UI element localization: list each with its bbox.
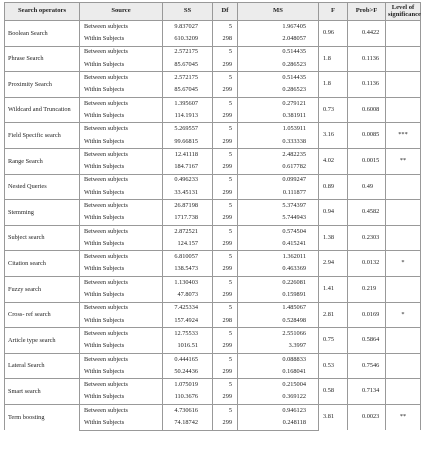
search-operator-cell: Cross- ref search (5, 302, 80, 328)
table-row-between (5, 97, 421, 110)
df-cell: 5 (213, 302, 238, 315)
ms-cell: 2.482235 (238, 148, 319, 161)
source-cell: Between subjects (80, 404, 163, 417)
f-cell: 0.53 (319, 353, 348, 379)
table-row-between (5, 46, 421, 59)
source-cell: Within Subjects (80, 59, 163, 72)
significance-cell: ** (386, 404, 421, 430)
table-row-between (5, 21, 421, 34)
table-row-between (5, 302, 421, 315)
source-cell: Within Subjects (80, 340, 163, 353)
source-cell: Between subjects (80, 174, 163, 187)
source-cell: Within Subjects (80, 366, 163, 379)
f-cell: 1.8 (319, 46, 348, 72)
df-cell: 299 (213, 161, 238, 174)
df-cell: 5 (213, 46, 238, 59)
header-f: F (319, 3, 348, 21)
df-cell: 5 (213, 72, 238, 85)
source-cell: Between subjects (80, 46, 163, 59)
ms-cell: 0.248118 (238, 417, 319, 430)
ms-cell: 1.967405 (238, 21, 319, 34)
table-row-between (5, 200, 421, 213)
significance-cell: * (386, 251, 421, 277)
ss-cell: 0.496233 (163, 174, 213, 187)
table-row-between (5, 174, 421, 187)
search-operator-cell: Subject search (5, 225, 80, 251)
prob-f-cell: 0.0169 (348, 302, 386, 328)
ms-cell: 0.946123 (238, 404, 319, 417)
ms-cell: 0.286523 (238, 59, 319, 72)
df-cell: 5 (213, 123, 238, 136)
ms-cell: 3.3997 (238, 340, 319, 353)
f-cell: 3.81 (319, 404, 348, 430)
search-operator-cell: Term boosting (5, 404, 80, 430)
source-cell: Within Subjects (80, 264, 163, 277)
header-search-operators: Search operators (5, 3, 80, 21)
df-cell: 299 (213, 264, 238, 277)
df-cell: 299 (213, 187, 238, 200)
ss-cell: 1717.738 (163, 212, 213, 225)
source-cell: Between subjects (80, 148, 163, 161)
f-cell: 0.89 (319, 174, 348, 200)
prob-f-cell: 0.6008 (348, 97, 386, 123)
ms-cell: 0.226081 (238, 276, 319, 289)
search-operator-cell: Nested Queries (5, 174, 80, 200)
f-cell: 1.41 (319, 276, 348, 302)
search-operator-cell: Citation search (5, 251, 80, 277)
df-cell: 299 (213, 392, 238, 405)
prob-f-cell: 0.4582 (348, 200, 386, 226)
ss-cell: 2.572175 (163, 72, 213, 85)
source-cell: Between subjects (80, 302, 163, 315)
f-cell: 4.02 (319, 148, 348, 174)
ss-cell: 1.130403 (163, 276, 213, 289)
table-row-between (5, 328, 421, 341)
search-operator-cell: Smart search (5, 379, 80, 405)
significance-cell (386, 200, 421, 226)
ms-cell: 5.374397 (238, 200, 319, 213)
df-cell: 299 (213, 417, 238, 430)
header-ms: MS (238, 3, 319, 21)
ss-cell: 184.7167 (163, 161, 213, 174)
ms-cell: 0.415241 (238, 238, 319, 251)
significance-cell: * (386, 302, 421, 328)
significance-cell (386, 72, 421, 98)
ms-cell: 0.286523 (238, 84, 319, 97)
prob-f-cell: 0.7546 (348, 353, 386, 379)
df-cell: 298 (213, 33, 238, 46)
search-operator-cell: Proximity Search (5, 72, 80, 98)
source-cell: Within Subjects (80, 187, 163, 200)
ms-cell: 0.215004 (238, 379, 319, 392)
ms-cell: 2.551066 (238, 328, 319, 341)
ms-cell: 0.617782 (238, 161, 319, 174)
significance-cell (386, 46, 421, 72)
source-cell: Within Subjects (80, 392, 163, 405)
ms-cell: 0.159891 (238, 289, 319, 302)
source-cell: Between subjects (80, 21, 163, 34)
search-operator-cell: Stemming (5, 200, 80, 226)
header-df: Df (213, 3, 238, 21)
df-cell: 5 (213, 353, 238, 366)
search-operator-cell: Fuzzy search (5, 276, 80, 302)
significance-cell (386, 225, 421, 251)
prob-f-cell: 0.2303 (348, 225, 386, 251)
df-cell: 299 (213, 366, 238, 379)
df-cell: 5 (213, 276, 238, 289)
df-cell: 299 (213, 289, 238, 302)
ms-cell: 0.333338 (238, 136, 319, 149)
table-row-between (5, 225, 421, 238)
ms-cell: 0.514435 (238, 72, 319, 85)
df-cell: 299 (213, 59, 238, 72)
ss-cell: 1.395607 (163, 97, 213, 110)
df-cell: 5 (213, 148, 238, 161)
source-cell: Within Subjects (80, 315, 163, 328)
ss-cell: 1.075019 (163, 379, 213, 392)
ms-cell: 0.111877 (238, 187, 319, 200)
ss-cell: 50.24436 (163, 366, 213, 379)
search-operator-cell: Boolean Search (5, 21, 80, 47)
source-cell: Between subjects (80, 379, 163, 392)
f-cell: 2.81 (319, 302, 348, 328)
significance-cell (386, 21, 421, 47)
header-level-of-significance: Level of significance (386, 3, 421, 21)
ss-cell: 7.425334 (163, 302, 213, 315)
df-cell: 299 (213, 238, 238, 251)
source-cell: Within Subjects (80, 212, 163, 225)
f-cell: 0.94 (319, 200, 348, 226)
significance-cell (386, 379, 421, 405)
source-cell: Between subjects (80, 353, 163, 366)
ms-cell: 0.279121 (238, 97, 319, 110)
significance-cell (386, 353, 421, 379)
source-cell: Between subjects (80, 225, 163, 238)
df-cell: 5 (213, 200, 238, 213)
ms-cell: 0.088833 (238, 353, 319, 366)
ms-cell: 1.053911 (238, 123, 319, 136)
significance-cell (386, 97, 421, 123)
ms-cell: 1.362011 (238, 251, 319, 264)
ss-cell: 2.572175 (163, 46, 213, 59)
ss-cell: 138.5473 (163, 264, 213, 277)
ss-cell: 47.8073 (163, 289, 213, 302)
ms-cell: 2.048057 (238, 33, 319, 46)
prob-f-cell: 0.0015 (348, 148, 386, 174)
df-cell: 5 (213, 225, 238, 238)
prob-f-cell: 0.0023 (348, 404, 386, 430)
ss-cell: 74.18742 (163, 417, 213, 430)
ss-cell: 157.4924 (163, 315, 213, 328)
ms-cell: 0.463369 (238, 264, 319, 277)
source-cell: Between subjects (80, 276, 163, 289)
ss-cell: 99.66815 (163, 136, 213, 149)
ss-cell: 85.67045 (163, 59, 213, 72)
source-cell: Within Subjects (80, 238, 163, 251)
table-body (5, 21, 421, 431)
header-source: Source (80, 3, 163, 21)
df-cell: 299 (213, 110, 238, 123)
ss-cell: 114.1913 (163, 110, 213, 123)
table-row-between (5, 72, 421, 85)
ss-cell: 12.41118 (163, 148, 213, 161)
ss-cell: 110.3676 (163, 392, 213, 405)
f-cell: 0.96 (319, 21, 348, 47)
df-cell: 299 (213, 136, 238, 149)
header-prob-f: Prob>F (348, 3, 386, 21)
ms-cell: 5.744943 (238, 212, 319, 225)
search-operator-cell: Article type search (5, 328, 80, 354)
ss-cell: 33.45131 (163, 187, 213, 200)
search-operator-cell: Lateral Search (5, 353, 80, 379)
ss-cell: 0.444165 (163, 353, 213, 366)
source-cell: Within Subjects (80, 417, 163, 430)
table-row-between (5, 404, 421, 417)
df-cell: 5 (213, 379, 238, 392)
table-row-between (5, 276, 421, 289)
ms-cell: 0.168041 (238, 366, 319, 379)
significance-cell (386, 174, 421, 200)
f-cell: 1.38 (319, 225, 348, 251)
ss-cell: 4.730616 (163, 404, 213, 417)
significance-cell: *** (386, 123, 421, 149)
prob-f-cell: 0.1136 (348, 46, 386, 72)
ss-cell: 5.269557 (163, 123, 213, 136)
df-cell: 5 (213, 404, 238, 417)
source-cell: Between subjects (80, 123, 163, 136)
search-operator-cell: Phrase Search (5, 46, 80, 72)
ms-cell: 0.381911 (238, 110, 319, 123)
prob-f-cell: 0.0085 (348, 123, 386, 149)
ms-cell: 0.514435 (238, 46, 319, 59)
f-cell: 0.75 (319, 328, 348, 354)
search-operator-cell: Range Search (5, 148, 80, 174)
ms-cell: 0.369122 (238, 392, 319, 405)
prob-f-cell: 0.5864 (348, 328, 386, 354)
anova-table-container (4, 2, 420, 431)
source-cell: Between subjects (80, 72, 163, 85)
f-cell: 3.16 (319, 123, 348, 149)
ms-cell: 0.574504 (238, 225, 319, 238)
ss-cell: 6.810057 (163, 251, 213, 264)
search-operator-cell: Field Specific search (5, 123, 80, 149)
prob-f-cell: 0.4422 (348, 21, 386, 47)
prob-f-cell: 0.49 (348, 174, 386, 200)
source-cell: Within Subjects (80, 84, 163, 97)
source-cell: Within Subjects (80, 136, 163, 149)
f-cell: 1.8 (319, 72, 348, 98)
table-row-between (5, 353, 421, 366)
table-row-between (5, 148, 421, 161)
source-cell: Between subjects (80, 200, 163, 213)
df-cell: 299 (213, 340, 238, 353)
source-cell: Within Subjects (80, 161, 163, 174)
df-cell: 5 (213, 251, 238, 264)
significance-cell: ** (386, 148, 421, 174)
header-ss: SS (163, 3, 213, 21)
df-cell: 298 (213, 315, 238, 328)
significance-cell (386, 276, 421, 302)
ss-cell: 610.3209 (163, 33, 213, 46)
f-cell: 0.73 (319, 97, 348, 123)
ss-cell: 2.872521 (163, 225, 213, 238)
source-cell: Within Subjects (80, 110, 163, 123)
f-cell: 0.58 (319, 379, 348, 405)
source-cell: Between subjects (80, 97, 163, 110)
ms-cell: 0.528498 (238, 315, 319, 328)
source-cell: Between subjects (80, 328, 163, 341)
ss-cell: 9.837027 (163, 21, 213, 34)
prob-f-cell: 0.1136 (348, 72, 386, 98)
df-cell: 299 (213, 212, 238, 225)
significance-cell (386, 328, 421, 354)
source-cell: Within Subjects (80, 33, 163, 46)
anova-table (4, 2, 421, 431)
ss-cell: 26.87198 (163, 200, 213, 213)
prob-f-cell: 0.7134 (348, 379, 386, 405)
ms-cell: 0.099247 (238, 174, 319, 187)
df-cell: 5 (213, 328, 238, 341)
header-row (5, 3, 421, 21)
df-cell: 299 (213, 84, 238, 97)
table-row-between (5, 379, 421, 392)
df-cell: 5 (213, 174, 238, 187)
ms-cell: 1.485067 (238, 302, 319, 315)
ss-cell: 85.67045 (163, 84, 213, 97)
table-row-between (5, 251, 421, 264)
ss-cell: 12.75533 (163, 328, 213, 341)
df-cell: 5 (213, 21, 238, 34)
source-cell: Between subjects (80, 251, 163, 264)
prob-f-cell: 0.0132 (348, 251, 386, 277)
table-row-between (5, 123, 421, 136)
f-cell: 2.94 (319, 251, 348, 277)
df-cell: 5 (213, 97, 238, 110)
source-cell: Within Subjects (80, 289, 163, 302)
ss-cell: 124.157 (163, 238, 213, 251)
search-operator-cell: Wildcard and Truncation (5, 97, 80, 123)
ss-cell: 1016.51 (163, 340, 213, 353)
prob-f-cell: 0.219 (348, 276, 386, 302)
